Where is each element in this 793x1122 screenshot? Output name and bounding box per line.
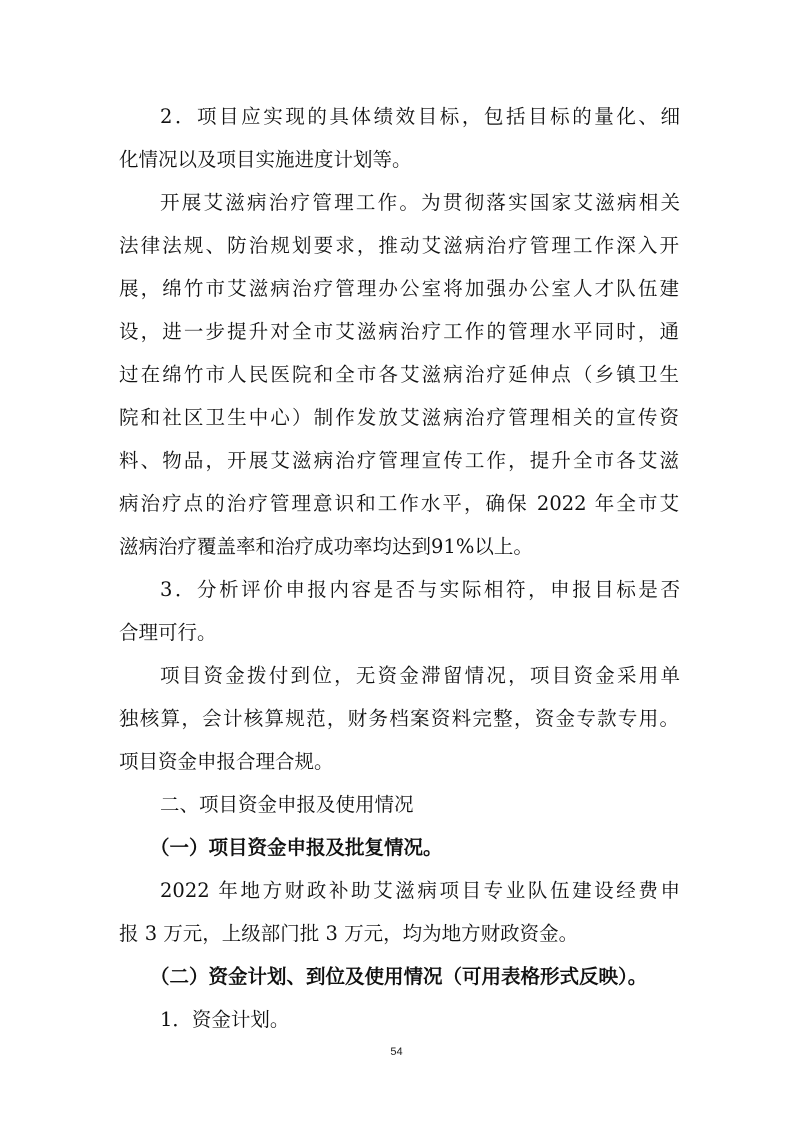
paragraph-line: 2．项目应实现的具体绩效目标，包括目标的量化、细 xyxy=(160,105,680,128)
paragraph-line: 法律法规、防治规划要求，推动艾滋病治疗管理工作深入开 xyxy=(119,234,679,257)
page-number: 54 xyxy=(390,1046,403,1058)
paragraph-line: 开展艾滋病治疗管理工作。为贯彻落实国家艾滋病相关 xyxy=(160,191,680,214)
paragraph-line: 化情况以及项目实施进度计划等。 xyxy=(119,148,412,171)
paragraph-line: 项目资金申报合理合规。 xyxy=(119,750,334,773)
paragraph-line: 2022 年地方财政补助艾滋病项目专业队伍建设经费申 xyxy=(160,879,680,902)
paragraph-line: 院和社区卫生中心）制作发放艾滋病治疗管理相关的宣传资 xyxy=(119,406,679,429)
paragraph-line: 过在绵竹市人民医院和全市各艾滋病治疗延伸点（乡镇卫生 xyxy=(119,363,679,386)
subsection-heading: （二）资金计划、到位及使用情况（可用表格形式反映）。 xyxy=(150,965,648,988)
paragraph-line: 项目资金拨付到位，无资金滞留情况，项目资金采用单 xyxy=(160,664,680,687)
paragraph-line: 展，绵竹市艾滋病治疗管理办公室将加强办公室人才队伍建 xyxy=(119,277,679,300)
paragraph-line: 设，进一步提升对全市艾滋病治疗工作的管理水平同时，通 xyxy=(119,320,679,343)
paragraph-line: 滋病治疗覆盖率和治疗成功率均达到91%以上。 xyxy=(119,535,533,558)
paragraph-line: 报 3 万元，上级部门批 3 万元，均为地方财政资金。 xyxy=(119,922,579,945)
paragraph-line: 3．分析评价申报内容是否与实际相符，申报目标是否 xyxy=(160,578,680,601)
section-heading: 二、项目资金申报及使用情况 xyxy=(160,793,414,816)
paragraph-line: 料、物品，开展艾滋病治疗管理宣传工作，提升全市各艾滋 xyxy=(119,449,679,472)
paragraph-line: 合理可行。 xyxy=(119,621,217,644)
subsection-heading: （一）项目资金申报及批复情况。 xyxy=(150,836,443,859)
paragraph-line: 病治疗点的治疗管理意识和工作水平，确保 2022 年全市艾 xyxy=(119,492,679,515)
paragraph-line: 独核算，会计核算规范，财务档案资料完整，资金专款专用。 xyxy=(119,707,679,730)
paragraph-line: 1．资金计划。 xyxy=(160,1008,290,1031)
